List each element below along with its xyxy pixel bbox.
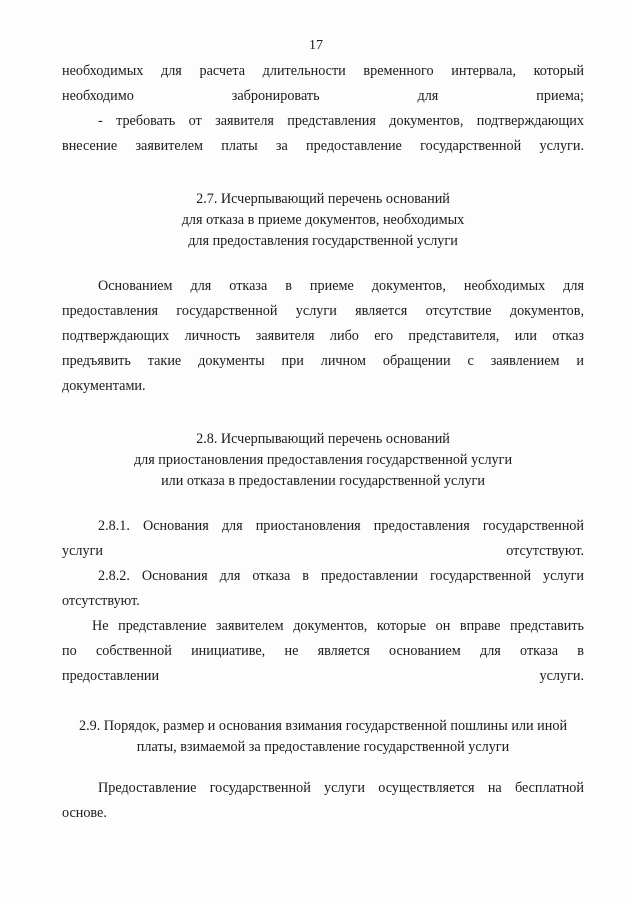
- paragraph-line: предоставления государственной услуги является отсутствие документов,: [62, 303, 584, 319]
- section-2-9-heading: [58, 716, 588, 758]
- paragraph-line: - требовать от заявителя представления документов, подтверждающих: [98, 113, 584, 129]
- heading-line: для предоставления государственной услуги: [188, 233, 458, 249]
- section-2-8-body: [62, 514, 584, 689]
- paragraph-line: отсутствуют.: [62, 593, 140, 609]
- paragraph-line: подтверждающих личность заявителя либо его представителя, или отказ: [62, 328, 584, 344]
- paragraph-line: необходимых для расчета длительности временного интервала, который: [62, 63, 584, 79]
- paragraph-line: документами.: [62, 378, 146, 394]
- paragraph-line: предоставлении услуги.: [62, 668, 584, 684]
- paragraph-line: по собственной инициативе, не является основанием для отказа в: [62, 643, 584, 659]
- heading-line: платы, взимаемой за предоставление государственной услуги: [136, 739, 510, 755]
- paragraph-line: Предоставление государственной услуги осуществляется на бесплатной: [98, 780, 584, 796]
- paragraph-line: необходимо забронировать для приема;: [62, 88, 584, 104]
- heading-line: или отказа в предоставлении государственной услуги: [161, 473, 485, 489]
- paragraph-line: основе.: [62, 805, 107, 821]
- page-number: 17: [309, 38, 323, 53]
- heading-line: для отказа в приеме документов, необходимых: [181, 212, 465, 228]
- section-2-9-body: [62, 776, 584, 826]
- paragraph-line: предъявить такие документы при личном обращении с заявлением и: [62, 353, 584, 369]
- section-2-7-body: [62, 274, 584, 399]
- heading-line: 2.9. Порядок, размер и основания взимания государственной пошлины или иной: [78, 718, 568, 734]
- paragraph-line: 2.8.1. Основания для приостановления предоставления государственной: [98, 518, 584, 534]
- paragraph-line: Не представление заявителем документов, которые он вправе представить: [92, 618, 584, 634]
- top-paragraph: [62, 59, 584, 159]
- paragraph-line: 2.8.2. Основания для отказа в предоставлении государственной услуги: [98, 568, 584, 584]
- paragraph-line: внесение заявителем платы за предоставление государственной услуги.: [62, 138, 584, 154]
- paragraph-line: Основанием для отказа в приеме документов, необходимых для: [98, 278, 584, 294]
- heading-line: 2.8. Исчерпывающий перечень оснований: [196, 431, 450, 447]
- heading-line: для приостановления предоставления государственной услуги: [133, 452, 513, 468]
- section-2-7-heading: [62, 189, 584, 252]
- heading-line: 2.7. Исчерпывающий перечень оснований: [196, 191, 450, 207]
- paragraph-line: услуги отсутствуют.: [62, 543, 584, 559]
- section-2-8-heading: [62, 429, 584, 492]
